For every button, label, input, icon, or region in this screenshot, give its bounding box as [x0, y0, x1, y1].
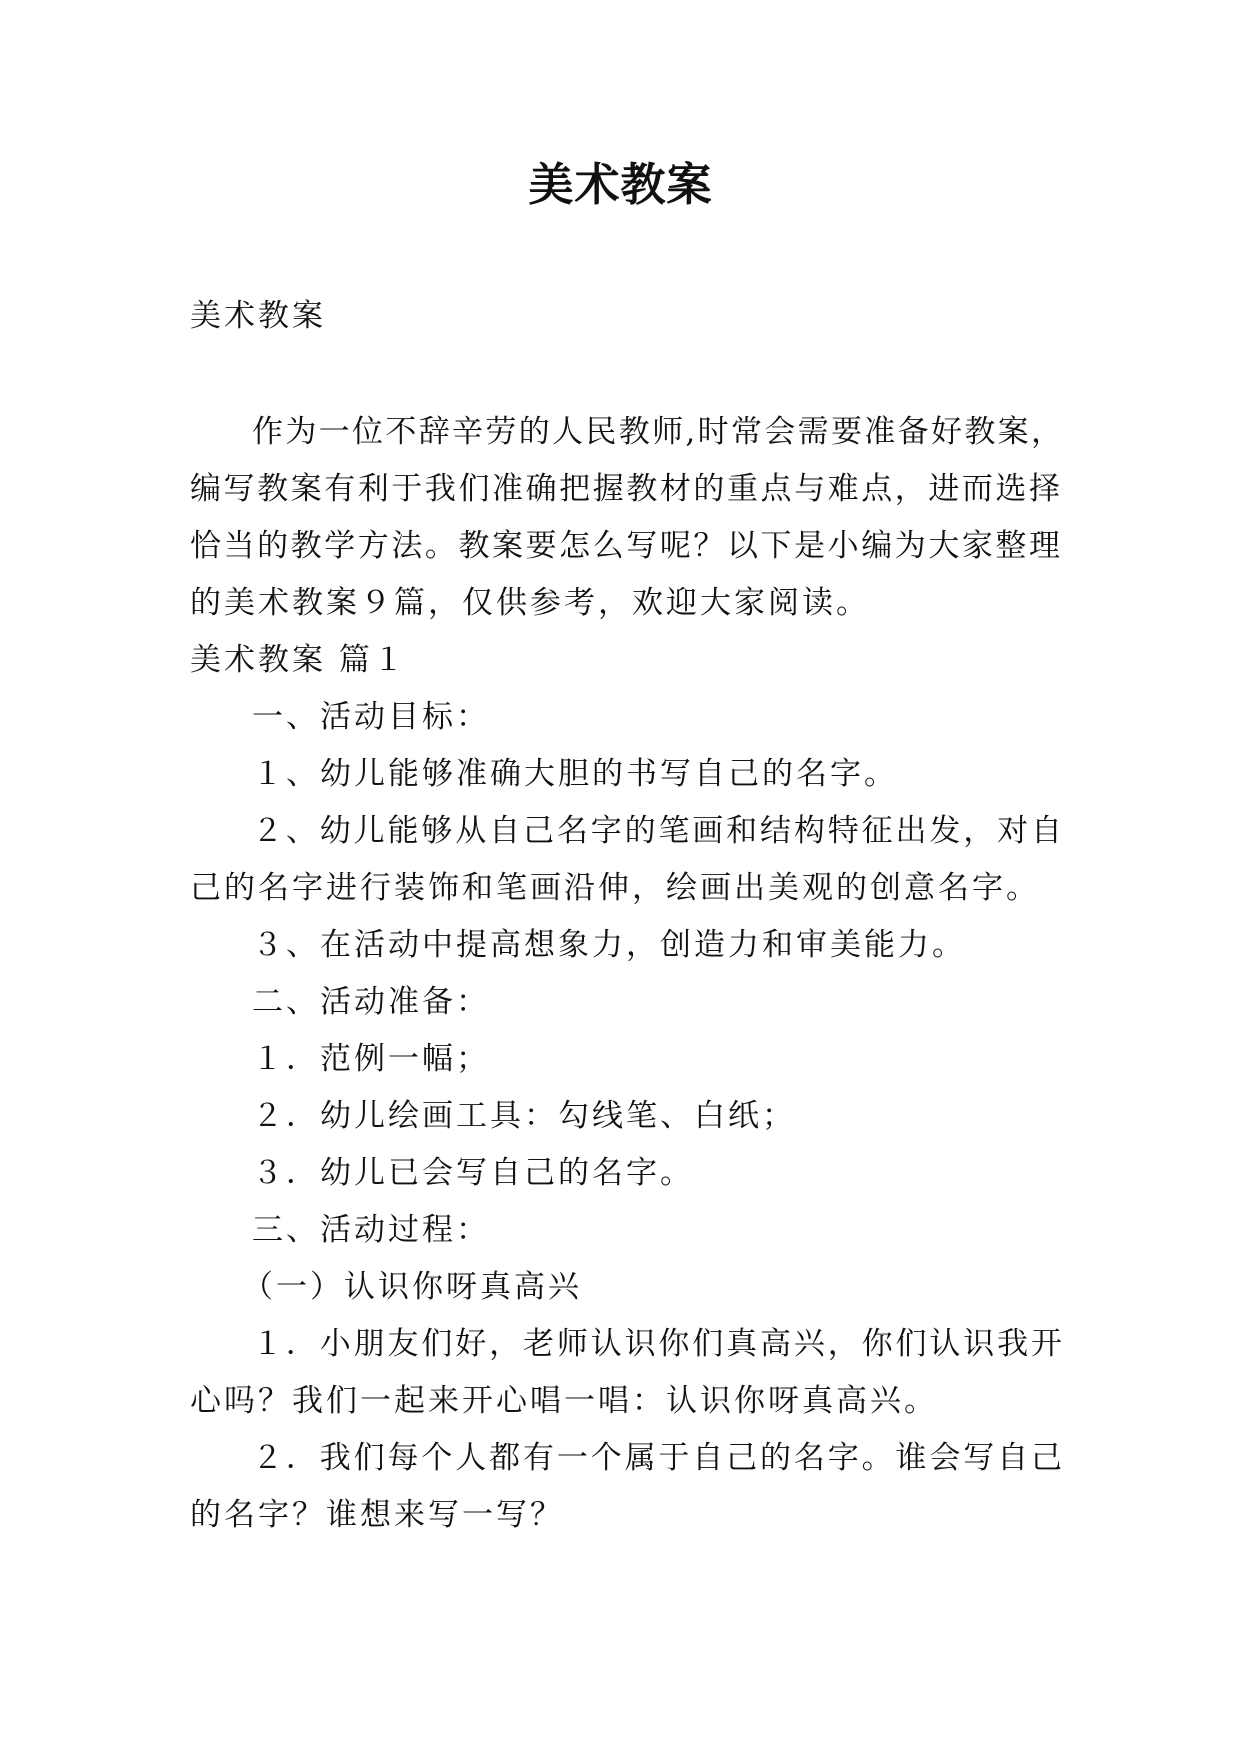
body-line: １．小朋友们好，老师认识你们真高兴，你们认识我开: [252, 1326, 1062, 1362]
body-line: ３．幼儿已会写自己的名字。: [252, 1155, 694, 1191]
intro-line: 的美术教案９篇，仅供参考，欢迎大家阅读。: [190, 585, 870, 621]
body-line: （一）认识你呀真高兴: [242, 1269, 582, 1305]
body-line: ３、在活动中提高想象力，创造力和审美能力。: [252, 927, 966, 963]
body-line: 一、活动目标：: [252, 699, 490, 735]
body-line: ２．我们每个人都有一个属于自己的名字。谁会写自己: [252, 1440, 1062, 1476]
body-line: 己的名字进行装饰和笔画沿伸，绘画出美观的创意名字。: [190, 870, 1040, 906]
body-line: 心吗？我们一起来开心唱一唱：认识你呀真高兴。: [190, 1383, 938, 1419]
document-subtitle: 美术教案: [190, 298, 326, 334]
section-heading: 美术教案 篇１: [190, 642, 407, 678]
body-line: 三、活动过程：: [252, 1212, 490, 1248]
intro-line: 恰当的教学方法。教案要怎么写呢？以下是小编为大家整理: [190, 528, 1060, 564]
body-line: ２．幼儿绘画工具：勾线笔、白纸；: [252, 1098, 796, 1134]
body-line: ２、幼儿能够从自己名字的笔画和结构特征出发，对自: [252, 813, 1062, 849]
document-title: 美术教案: [528, 158, 713, 211]
intro-line: 作为一位不辞辛劳的人民教师,时常会需要准备好教案，: [252, 414, 1062, 450]
body-line: １．范例一幅；: [252, 1041, 490, 1077]
intro-line: 编写教案有利于我们准确把握教材的重点与难点，进而选择: [190, 471, 1060, 507]
body-line: 二、活动准备：: [252, 984, 490, 1020]
body-line: １、幼儿能够准确大胆的书写自己的名字。: [252, 756, 898, 792]
body-line: 的名字？谁想来写一写？: [190, 1497, 564, 1533]
